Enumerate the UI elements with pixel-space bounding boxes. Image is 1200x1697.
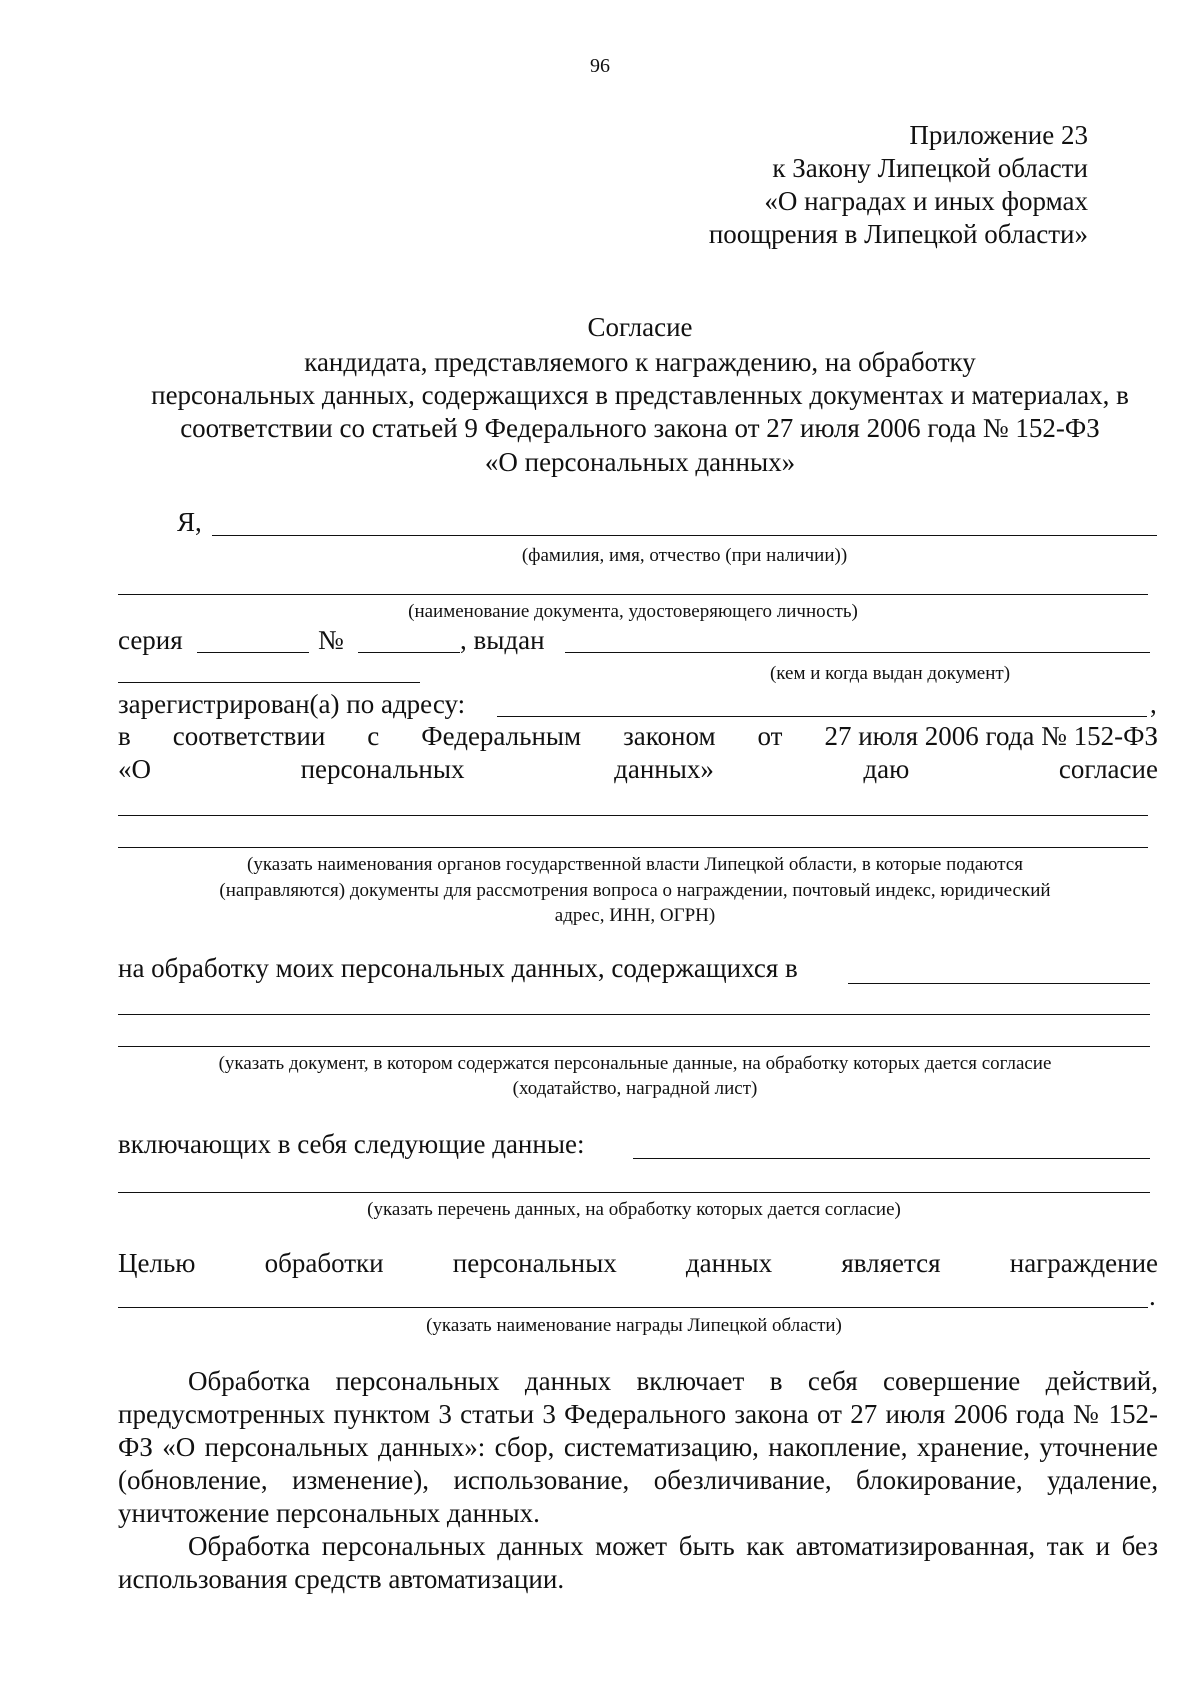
purpose-word: награждение: [1009, 1248, 1158, 1278]
purpose-word: Целью: [118, 1248, 196, 1278]
hint-document-1: (указать документ, в котором содержатся персональные данные, на обработку которых дается согласие: [218, 1053, 1052, 1074]
appendix-line-3: «О наградах и иных формах: [764, 186, 1088, 216]
registered-label: зарегистрирован(а) по адресу:: [118, 689, 466, 719]
law-word: даю: [863, 754, 910, 784]
law-line-1: [118, 720, 1158, 752]
award-field-line[interactable]: [118, 1307, 1148, 1308]
award-period: .: [1149, 1281, 1156, 1311]
law-word: соответствии: [172, 721, 326, 751]
title-line-1: Согласие: [587, 312, 693, 342]
issued-field-line-2[interactable]: [118, 682, 420, 683]
law-word: персональных: [300, 754, 465, 784]
law-word: согласие: [1058, 754, 1158, 784]
purpose-word: обработки: [264, 1248, 384, 1278]
series-field-line[interactable]: [197, 652, 309, 653]
body-text: [118, 1365, 1158, 1596]
law-word: Федеральным: [421, 721, 582, 751]
bodies-field-line-1[interactable]: [118, 815, 1148, 816]
body-paragraph-1: Обработка персональных данных включает в себя совершение действий, предусмотренных пунктом 3 статьи 3 Федерального закона от 27 июля 2006 года № 152-ФЗ «О персональных данных»: сбор, систематизацию, накопление, хранение, уточнение (обновление, изменение), использование, обезличивание, блокирование, удаление, уничтожение персональных данных.: [118, 1366, 1158, 1528]
law-word: «О: [118, 754, 151, 784]
appendix-line-2: к Закону Липецкой области: [772, 153, 1088, 183]
issued-field-line[interactable]: [565, 652, 1150, 653]
including-field-line-1[interactable]: [633, 1158, 1150, 1159]
hint-bodies-2: (направляются) документы для рассмотрения вопроса о награждении, почтовый индекс, юридический: [219, 880, 1051, 901]
address-field-line[interactable]: [497, 716, 1147, 717]
law-word: с: [367, 721, 380, 751]
processing-field-line-2[interactable]: [118, 1014, 1150, 1015]
fio-field-line[interactable]: [212, 535, 1157, 536]
purpose-line: [118, 1247, 1158, 1279]
title-line-4: соответствии со статьей 9 Федерального закона от 27 июля 2006 года № 152-ФЗ: [180, 413, 1100, 443]
hint-issued: (кем и когда выдан документ): [769, 663, 1011, 684]
appendix-line-1: Приложение 23: [909, 120, 1088, 150]
hint-document-2: (ходатайство, наградной лист): [512, 1078, 758, 1099]
hint-bodies-3: адрес, ИНН, ОГРН): [554, 905, 716, 926]
title-line-3: персональных данных, содержащихся в представленных документах и материалах, в: [151, 380, 1129, 410]
hint-award: (указать наименование награды Липецкой области): [426, 1315, 842, 1336]
law-line-2: [118, 753, 1158, 785]
body-paragraph-2: Обработка персональных данных может быть как автоматизированная, так и без использования средств автоматизации.: [118, 1531, 1158, 1594]
number-label: №: [318, 625, 344, 655]
page-number: 96: [590, 55, 610, 77]
processing-field-line-3[interactable]: [118, 1046, 1150, 1047]
purpose-word: данных: [685, 1248, 773, 1278]
id-document-field-line[interactable]: [118, 594, 1148, 595]
including-label: включающих в себя следующие данные:: [118, 1129, 585, 1159]
title-line-5: «О персональных данных»: [484, 447, 796, 477]
hint-bodies-1: (указать наименования органов государственной власти Липецкой области, в которые подаются: [247, 854, 1023, 875]
number-field-line[interactable]: [358, 652, 460, 653]
address-comma: ,: [1150, 689, 1157, 719]
title-line-2: кандидата, представляемого к награждению, на обработку: [304, 347, 976, 377]
law-word: 27 июля 2006 года № 152-ФЗ: [824, 721, 1158, 751]
purpose-word: персональных: [452, 1248, 617, 1278]
law-word: от: [757, 721, 783, 751]
law-word: данных»: [614, 754, 714, 784]
law-word: законом: [623, 721, 716, 751]
appendix-line-4: поощрения в Липецкой области»: [708, 219, 1088, 249]
hint-id-document: (наименование документа, удостоверяющего личность): [408, 601, 858, 622]
processing-field-line-1[interactable]: [848, 983, 1150, 984]
issued-label: , выдан: [460, 625, 545, 655]
hint-data-list: (указать перечень данных, на обработку которых дается согласие): [367, 1199, 901, 1220]
processing-label: на обработку моих персональных данных, содержащихся в: [118, 953, 798, 983]
hint-fio: (фамилия, имя, отчество (при наличии)): [521, 545, 848, 566]
bodies-field-line-2[interactable]: [118, 847, 1148, 848]
i-label: Я,: [177, 507, 202, 537]
purpose-word: является: [841, 1248, 941, 1278]
law-word: в: [118, 721, 131, 751]
including-field-line-2[interactable]: [118, 1192, 1150, 1193]
series-label: серия: [118, 625, 183, 655]
